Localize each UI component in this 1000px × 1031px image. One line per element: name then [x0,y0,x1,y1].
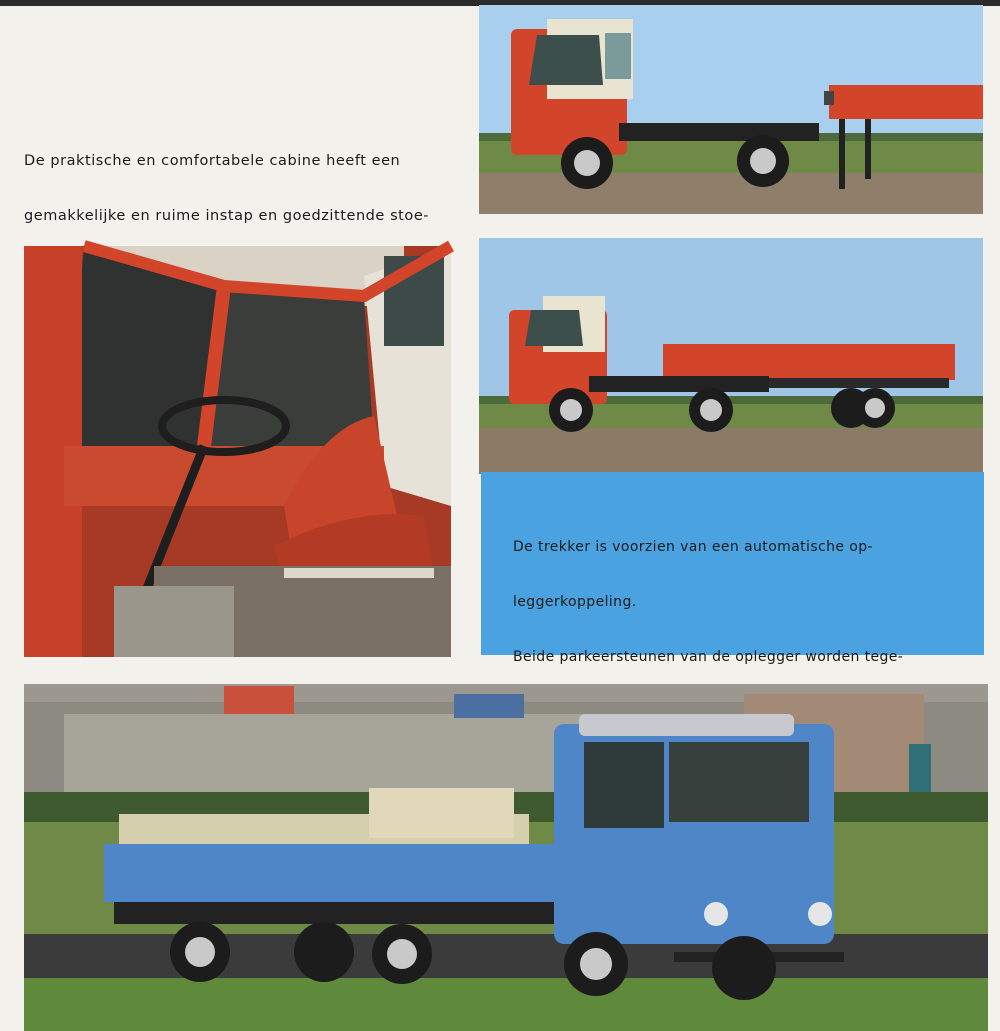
intro-line: gemakkelijke en ruime instap en goedzittende stoe- [24,208,430,225]
info-line: De trekker is voorzien van een automatische op- [513,539,873,556]
photo-blue-truck [24,684,988,1031]
photo-attached-trailer [479,238,983,474]
photo-detached-trailer [479,5,983,214]
photo-cabin-interior [24,246,451,657]
intro-line: De praktische en comfortabele cabine heeft een [24,153,401,170]
coupling-info-box [481,472,984,665]
info-line: leggerkoppeling. [513,594,637,611]
info-line: Beide parkeersteunen van de oplegger worden tege- [513,648,904,665]
